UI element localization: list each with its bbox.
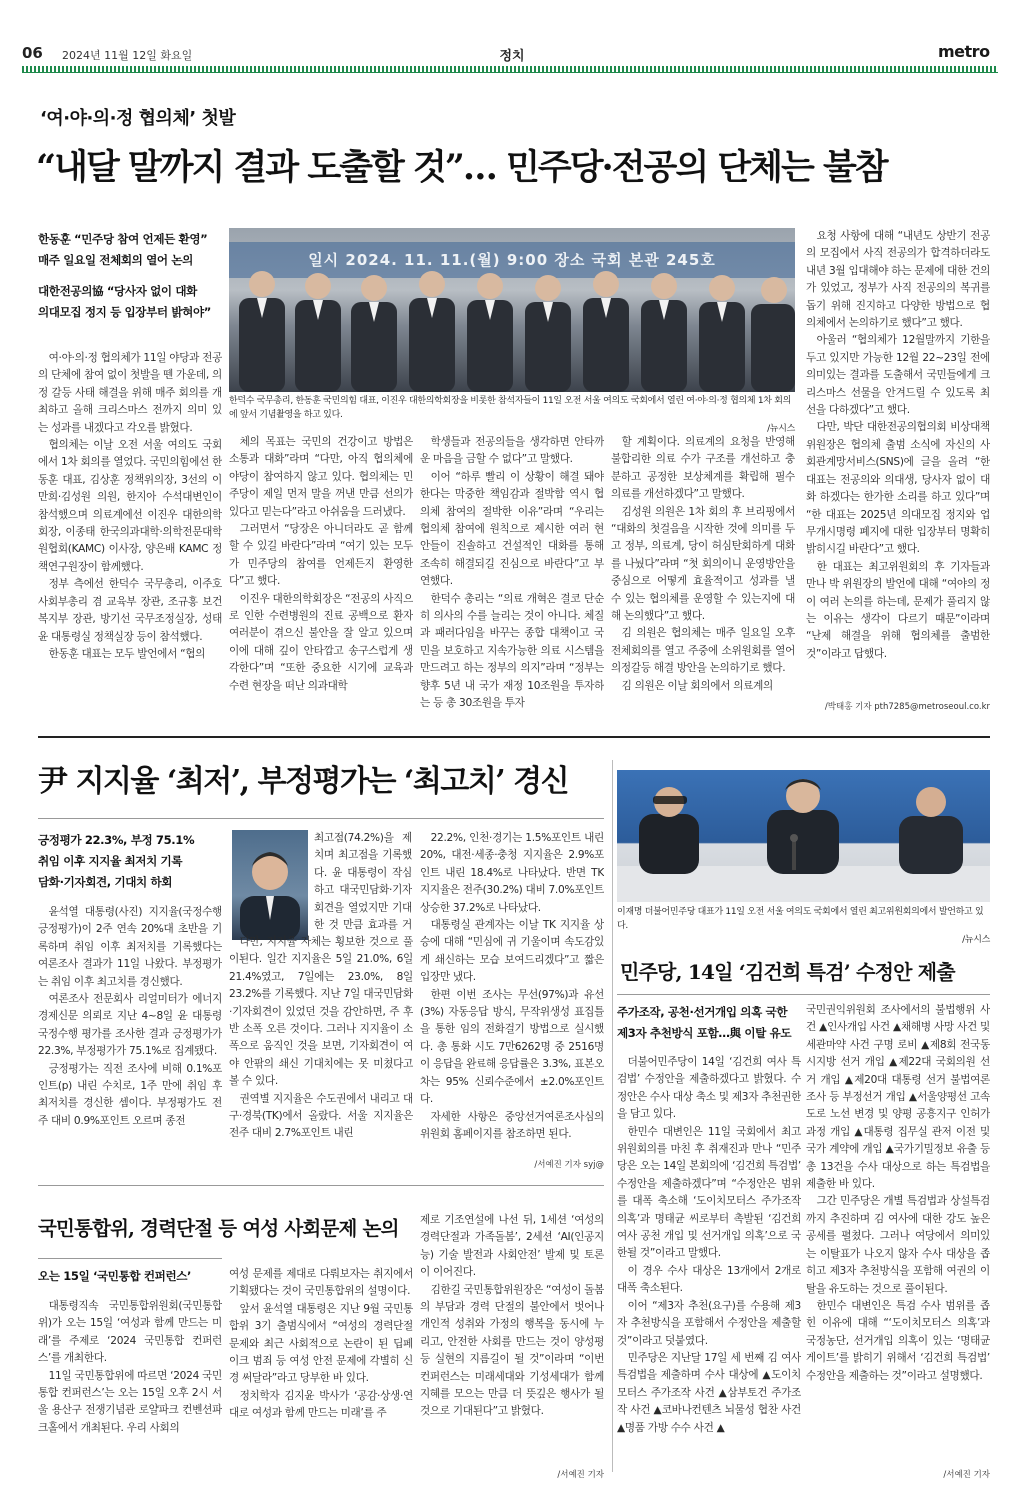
story1-photo-credit: /뉴시스 bbox=[767, 424, 795, 434]
story2-rule bbox=[38, 818, 604, 819]
divider-1 bbox=[38, 736, 990, 738]
story1-headline: “내달 말까지 결과 도출할 것”… 민주당·전공의 단체는 불참 bbox=[36, 147, 887, 188]
story3-photo bbox=[617, 770, 990, 902]
header-rule-line bbox=[22, 72, 998, 73]
column-divider bbox=[612, 760, 613, 1472]
story4-col1: 대통령직속 국민통합위원회(국민통합위)가 오는 15일 ‘여성과 함께 만드는 미래’를 주제로 ‘2024 국민통합 컨퍼런스’를 개최한다. 11일 국민통합위에 따르면 ‘2024 국민통합 컨퍼런스’는 오는 15일 오후 2시 서울 용산구 전쟁기념관 로얄파크 컨벤션파크홀에서 개최된다. 우리 사회의 bbox=[38, 1300, 222, 1434]
metro-logo: metro bbox=[938, 42, 990, 61]
story1-col3: 학생들과 전공의들을 생각하면 안타까운 마음을 금할 수 없다”고 말했다. 이어 “하루 빨리 이 상황이 해결 돼야 한다는 막중한 책임감과 절박함 역시 협의체 참여의 절박한 이유”라며 “우리는 협의체 참여에 원칙으로 제시한 여러 현안들이 진솔하고 건설적인 대화를 통해 조속히 해결되길 진심으로 바란다”고 부연했다. 한덕수 총리는 “의료 개혁은 결코 단순히 의사의 수를 늘리는 것이 아니다. 체질과 패러다임을 바꾸는 종합 대책이고 국민을 보호하고 지속가능한 의료 시스템을 만드려고 하는 정부의 의지”라며 “정부는 향후 5년 내 국가 재정 10조원을 투자하는 등 총 30조원을 투자 bbox=[420, 436, 604, 710]
story2-col2a: 최고점(74.2%)을 제치며 최고점을 기록했다. 윤 대통령이 작심하고 대국민담화·기자회견을 열었지만 기대한 것 만큼 효과를 거 bbox=[314, 832, 412, 932]
story3-subheads: 주가조작, 공천·선거개입 의혹 국한 제3자 추천방식 포함…與 이탈 유도 bbox=[617, 1005, 792, 1040]
story4-col3: 제로 기조연설에 나선 뒤, 1세션 ‘여성의 경력단절과 가족돌봄’, 2세션 ‘AI(인공지능) 기술 발전과 사회안전’ 발제 및 토론이 이어진다. 김한길 국민통합위원장은 “여성이 돌봄의 부담과 경력 단절의 불안에서 벗어나 개인적 성취와 가정의 행복을 동시에 누리고, 안전한 사회를 만드는 것이 양성평등 실현의 지름길이 될 것”이라며 “이번 컨퍼런스는 미래세대와 기성세대가 함께 지혜를 모으는 만큼 더 뜻깊은 행사가 될 것으로 기대된다”고 밝혔다. bbox=[420, 1214, 604, 1418]
story4-sub1: 오는 15일 ‘국민통합 컨퍼런스’ bbox=[38, 1269, 192, 1283]
story1-caption bbox=[229, 394, 795, 436]
story1-sub4: 의대모집 정지 등 입장부터 밝혀야” bbox=[38, 305, 211, 319]
story1-subheads bbox=[38, 229, 228, 323]
section-title: 정치 bbox=[499, 49, 525, 64]
story2-col1: 윤석열 대통령(사진) 지지율(국정수행 긍정평가)이 2주 연속 20%대 초반을 기록하며 취임 이후 최저치를 기록했다는 여론조사 결과가 11일 나왔다. 부정평가는 취임 이후 최고치를 경신했다. 여론조사 전문회사 리얼미터가 에너지경제신문 의뢰로 지난 4~8일 윤 대통령 국정수행 평가를 조사한 결과 긍정평가가 22.3%, 부정평가가 75.1%로 집계됐다. 긍정평가는 직전 조사에 비해 0.1%포인트(p) 내린 수치로, 1주 만에 취임 후 최저치를 경신한 셈이다. 부정평가도 전주 대비 0.9%포인트 오르며 종전 bbox=[38, 906, 222, 1127]
page-number: 06 bbox=[22, 44, 43, 62]
page-date: 2024년 11월 12일 화요일 bbox=[62, 49, 193, 62]
divider-2 bbox=[38, 1185, 604, 1186]
story1-caption-text: 한덕수 국무총리, 한동훈 국민의힘 대표, 이진우 대한의학회장을 비롯한 참석자들이 11일 오전 서울 여의도 국회에서 열린 여·야·의·정 협의체 1차 회의에 앞서 기념촬영을 하고 있다. bbox=[229, 396, 792, 420]
portrait-figure bbox=[232, 830, 308, 940]
story4-headline: 국민통합위, 경력단절 등 여성 사회문제 논의 bbox=[38, 1217, 399, 1240]
story2-headline: 尹 지지율 ‘최저’, 부정평가는 ‘최고치’ 경신 bbox=[38, 764, 569, 799]
story3-col1: 더불어민주당이 14일 ‘김건희 여사 특검법’ 수정안을 제출하겠다고 밝혔다. 수정안은 수사 대상 축소 및 제3자 추천권한을 담고 있다. 한민수 대변인은 11일 국회에서 최고위원회의를 마친 후 취재진과 만나 “민주당은 오는 14일 본회의에 ‘김건희 특검법’ 수정안을 제출하겠다”며 “수정안은 범위를 대폭 축소해 ‘도이치모터스 주가조작 의혹’과 명태균 씨로부터 촉발된 ‘김건희 여사 공천 개입 및 선거개입 의혹’으로 국한될 것”이라고 말했다. 이 경우 수사 대상은 13개에서 2개로 대폭 축소된다. 이어 “제3자 추천(요구)를 수용해 제3자 추천방식을 포함해서 수정안을 제출할 것”이라고 덧붙였다. 민주당은 지난달 17일 세 번째 김 여사 특검법을 제출하며 수사 대상에 ▲도이치모터스 주가조작 사건 ▲삼부토건 주가조작 사건 ▲코바나컨텐츠 뇌물성 협찬 사건 ▲명품 가방 수수 사건 ▲ bbox=[617, 1056, 801, 1434]
story2-col2b: 다만, 지지율 자체는 횡보한 것으로 풀이된다. 일간 지지율은 5일 21.0%, 6일 21.4%였고, 7일에는 23.0%, 8일 23.2%를 기록했다. 지난 7일 대국민담화·기자회견이 있었던 것을 감안하면, 주 후반 소폭 오른 것이다. 그러나 지지율이 소폭으로 움직인 것을 보면, 기자회견이 여야 안팎의 쇄신 기대치에는 못 미쳤다고 볼 수 있다. 권역별 지지율은 수도권에서 내리고 대구·경북(TK)에서 올랐다. 서울 지지율은 전주 대비 2.7%포인트 내린 bbox=[229, 936, 413, 1140]
photo-people bbox=[229, 228, 795, 392]
photo-meeting bbox=[617, 770, 990, 902]
story1-kicker: ‘여·야·의·정 협의체’ 첫발 bbox=[40, 108, 236, 129]
story3-photo-credit: /뉴시스 bbox=[962, 935, 990, 945]
story1-sub2: 매주 일요일 전체회의 열어 논의 bbox=[38, 253, 193, 267]
photo-banner: 일시 2024. 11. 11.(월) 9:00 장소 국회 본관 245호 bbox=[229, 242, 795, 278]
story3-caption: 이재명 더불어민주당 대표가 11일 오전 서울 여의도 국회에서 열린 최고위원회의에서 발언하고 있다. /뉴시스 bbox=[617, 907, 990, 945]
story3-col2: 국민권익위원회 조사에서의 불법행위 사건 ▲인사개입 사건 ▲채해병 사망 사건 및 세관마약 사건 구명 로비 ▲제8회 전국동시지방 선거 개입 ▲제22대 국회의원 선거 개입 ▲제20대 대통령 선거 불법여론조사 등 부정선거 개입 ▲서울양평선 고속도로 노선 변경 및 양평 공흥지구 인허가 과정 개입 ▲대통령 집무실 관저 이전 및 국가 계약에 개입 ▲국가기밀정보 유출 등 총 13건을 수사 대상으로 하는 특검법을 제출한 바 있다. 그간 민주당은 개별 특검법과 상설특검까지 추진하며 김 여사에 대한 강도 높은 공세를 펼쳤다. 그러나 여당에서 의미있는 이탈표가 나오지 않자 수사 대상을 좁히고 제3자 추천방식을 포함해 여권의 이탈을 유도하는 것으로 풀이된다. 한민수 대변인은 특검 수사 범위를 좁힌 이유에 대해 “‘도이치모터스 의혹’과 국정농단, 선거개입 의혹이 있는 ‘명태균 게이트’를 밝히기 위해서 ‘김건희 특검법’ 수정안을 제출하는 것”이라고 설명했다. bbox=[806, 1004, 990, 1382]
story2-subheads: 긍정평가 22.3%, 부정 75.1% 취임 이후 지지율 최저치 기록 담화·기자회견, 기대치 하회 bbox=[38, 833, 195, 889]
story1-sub1: 한동훈 “민주당 참여 언제든 환영” bbox=[38, 232, 208, 246]
story1-byline: /박태홍 기자 pth7285@metroseoul.co.kr bbox=[824, 702, 990, 712]
yoon-portrait-photo bbox=[232, 830, 308, 940]
story4-byline: /서예진 기자 bbox=[557, 1470, 604, 1480]
story3-headline: 민주당, 14일 ‘김건희 특검’ 수정안 제출 bbox=[620, 960, 955, 984]
story2-col3: 22.2%, 인천·경기는 1.5%포인트 내린 20%, 대전·세종·충청 지지율은 2.9%포인트 내린 18.4%로 나타났다. 반면 TK 지지율은 전주(30.2%) 대비 7.0%포인트 상승한 37.2%로 나타났다. 대통령실 관계자는 이날 TK 지지율 상승에 대해 “민심에 귀 기울이며 속도감있게 쇄신하는 모습 보여드리겠다”고 짧은 입장만 냈다. 한편 이번 조사는 무선(97%)과 유선(3%) 자동응답 방식, 무작위생성 표집틀을 통한 임의 전화걸기 방법으로 실시했다. 총 통화 시도 7만6262명 중 2516명이 응답을 완료해 응답률은 3.3%, 표본오차는 95% 신뢰수준에서 ±2.0%포인트다. 자세한 사항은 중앙선거여론조사심의위원회 홈페이지를 참조하면 된다. bbox=[420, 832, 604, 1140]
story3-rule bbox=[617, 994, 990, 995]
story1-col4: 할 계획이다. 의료계의 요청을 반영해 불합리한 의료 수가 구조를 개선하고 충분하고 공정한 보상체계를 확립해 필수 의료를 개선하겠다”고 말했다. 김성원 의원은 1차 회의 후 브리핑에서 “대화의 첫걸음을 시작한 것에 의미를 두고 정부, 의료계, 당이 허심탄회하게 대화를 나눴다”라며 “첫 회의이니 운영방안을 중심으로 어떻게 효율적이고 성과를 낼 수 있는 협의체를 운영할 수 있는지에 대해 논의했다”고 했다. 김 의원은 협의체는 매주 일요일 오후 전체회의를 열고 주중에 소위원회를 열어 의정갈등 해결 방안을 논의하기로 했다. 김 의원은 이날 회의에서 의료계의 bbox=[611, 436, 795, 692]
story1-col5: 요청 사항에 대해 “내년도 상반기 전공의 모집에서 사직 전공의가 합격하더라도 내년 3월 입대해야 하는 문제에 대한 건의가 있었고, 정부가 사직 전공의의 복귀를 돕기 위해 진지하고 다양한 방법으로 협의체에서 논의하기로 했다”고 했다. 아울러 “협의체가 12월말까지 기한을 두고 있지만 가능한 12월 22~23일 전에 의미있는 결과를 도출해서 국민들에게 크리스마스 선물을 안겨드릴 수 있도록 최선을 다하겠다”고 했다. 다만, 박단 대한전공의협의회 비상대책위원장은 협의체 출범 소식에 자신의 사회관계망서비스(SNS)에 글을 올려 “한 대표는 전공의와 의대생, 당사자 없이 대화 하겠다는 한가한 소리를 하고 있다”며 “한 대표는 2025년 의대모집 정지와 업무개시명령 폐지에 대한 입장부터 명확히 밝히시길 바란다”고 했다. 한 대표는 최고위원회의 후 기자들과 만나 박 위원장의 발언에 대해 “여야의 정이 여러 논의를 하는데, 문제가 풀리지 않는 이유는 생각이 다르기 때문”이라며 “난제 해결을 위해 협의체를 출범한 것”이라고 답했다. bbox=[806, 230, 990, 660]
story1-sub3: 대한전공의協 “당사자 없이 대화 bbox=[38, 284, 197, 298]
story4-col2: 여성 문제를 제대로 다뤄보자는 취지에서 기획됐다는 것이 국민통합위의 설명이다. 앞서 윤석열 대통령은 지난 9월 국민통합위 3기 출범식에서 “여성의 경력단절 문제와 최근 사회적으로 논란이 된 딥페이크 범죄 등 여성 안전 문제에 각별히 신경 써달라”라고 당부한 바 있다. 정치학자 김지윤 박사가 ‘공감·상생·연대로 여성과 함께 만드는 미래’를 주 bbox=[229, 1268, 413, 1420]
story1-col1: 여·야·의·정 협의체가 11일 야당과 전공의 단체에 참여 없이 첫발을 뗀 가운데, 의정 갈등 사태 해결을 위해 매주 회의를 개최하고 올해 크리스마스 전까지 의미 있는 성과를 내겠다고 각오를 밝혔다. 협의체는 이날 오전 서울 여의도 국회에서 1차 회의를 열었다. 국민의힘에선 한동훈 대표, 김상훈 정책위의장, 3선의 이만희·김성원 의원, 한지아 수석대변인이 참석했으며 의료계에선 이진우 대한의학회장, 이종태 한국의과대학·의학전문대학원협회(KAMC) 이사장, 양은배 KAMC 정책연구원장이 함께했다. 정부 측에선 한덕수 국무총리, 이주호 사회부총리 겸 교육부 장관, 조규홍 보건복지부 장관, 방기선 국무조정실장, 성태윤 대통령실 정책실장 등이 참석했다. 한동훈 대표는 모두 발언에서 “협의 bbox=[38, 352, 222, 660]
story1-col2: 체의 목표는 국민의 건강이고 방법은 소통과 대화”라며 “다만, 아직 협의체에 야당이 참여하지 않고 있다. 협의체는 민주당이 제일 먼저 말을 꺼낸 만큼 선의가 있다고 믿는다”라고 아쉬움을 드러냈다. 그러면서 “당장은 아니더라도 곧 함께 할 수 있길 바란다”라며 “여기 있는 모두가 민주당의 참여를 언제든지 환영한다”고 했다. 이진우 대한의학회장은 “전공의 사직으로 인한 수련병원의 진료 공백으로 환자 여러분이 겪으신 불안을 잘 알고 있으며 이에 대해 깊이 안타깝고 송구스럽게 생각한다”며 “또한 중요한 시기에 교육과 수련 현장을 떠난 의과대학 bbox=[229, 436, 413, 692]
story4-rule bbox=[38, 1258, 222, 1259]
story2-byline: /서예진 기자 syj@ bbox=[534, 1160, 604, 1170]
story1-photo bbox=[229, 228, 795, 392]
story3-byline: /서예진 기자 bbox=[943, 1470, 990, 1480]
